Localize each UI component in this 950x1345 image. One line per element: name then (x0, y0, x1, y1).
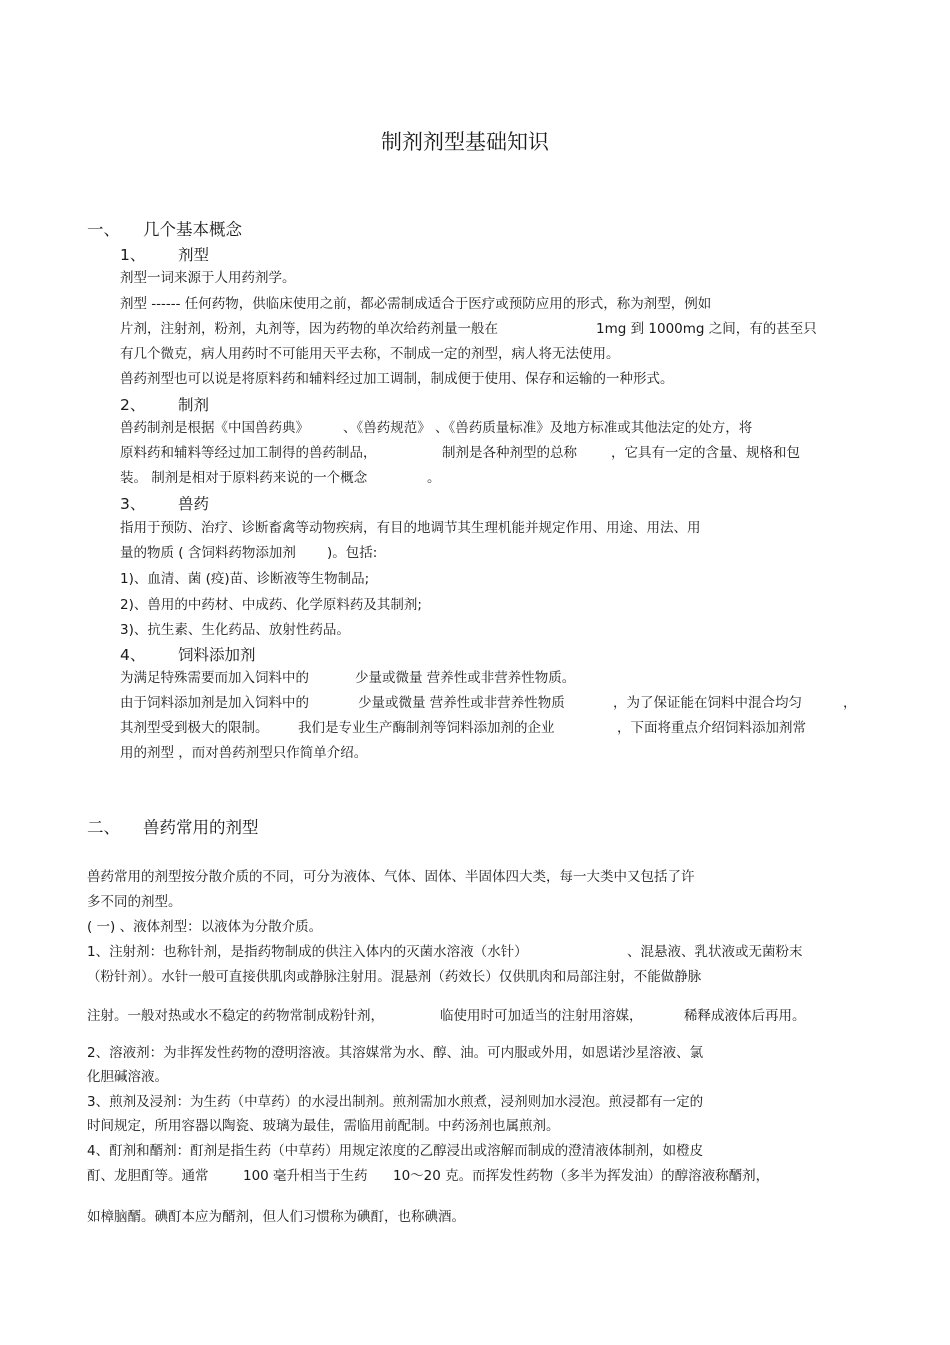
subsection-number: 3、 (120, 495, 146, 513)
paragraph-line: 1、注射剂：也称针剂，是指药物制成的供注入体内的灭菌水溶液（水针） (87, 944, 528, 960)
subsection-heading: 制剂 (178, 396, 210, 414)
paragraph-line: 用的剂型 ，而对兽药剂型只作简单介绍。 (120, 745, 368, 761)
paragraph-line: 酊、龙胆酊等。通常 (87, 1168, 209, 1184)
subsection-heading: 兽药 (178, 495, 210, 513)
paragraph-line: ， (843, 695, 857, 711)
paragraph-line: 其剂型受到极大的限制。 (120, 720, 269, 736)
paragraph-line: 指用于预防、治疗、诊断畜禽等动物疾病，有目的地调节其生理机能并规定作用、用途、用法、用 (120, 520, 701, 536)
subsection-number: 2、 (120, 396, 146, 414)
paragraph-line: 如樟脑醑。碘酊本应为醑剂，但人们习惯称为碘酊，也称碘酒。 (87, 1209, 465, 1225)
paragraph-line: 多不同的剂型。 (87, 894, 182, 910)
paragraph-line: 10～20 克。而挥发性药物（多半为挥发油）的醇溶液称醑剂， (393, 1168, 770, 1184)
list-item: 2)、兽用的中药材、中成药、化学原料药及其制剂; (120, 597, 422, 613)
paragraph-line: ，它具有一定的含量、规格和包 (611, 445, 800, 461)
paragraph-line: 剂型一词来源于人用药剂学。 (120, 270, 296, 286)
paragraph-line: 原料药和辅料等经过加工制得的兽药制品， (120, 445, 377, 461)
subsection-number: 4、 (120, 646, 146, 664)
subsection-number: 1、 (120, 246, 146, 264)
paragraph-line: 100 毫升相当于生药 (243, 1168, 368, 1184)
paragraph-line: 剂型 ------ 任何药物，供临床使用之前，都必需制成适合于医疗或预防应用的形式，称为剂型，例如 (120, 296, 712, 312)
paragraph-line: )。包括: (327, 545, 378, 561)
paragraph-line: 由于饲料添加剂是加入饲料中的 (120, 695, 309, 711)
category-heading: ( 一) 、液体剂型：以液体为分散介质。 (87, 919, 323, 935)
paragraph-line: 1mg 到 1000mg 之间，有的甚至只 (596, 321, 817, 337)
paragraph-line: （粉针剂）。水针一般可直接供肌肉或静脉注射用。混悬剂（药效长）仅供肌肉和局部注射，不能做静脉 (87, 969, 702, 985)
paragraph-line: ，为了保证能在饲料中混合均匀 (613, 695, 802, 711)
paragraph-line: 兽药剂型也可以说是将原料药和辅料经过加工调制，制成便于使用、保存和运输的一种形式。 (120, 371, 674, 387)
section-heading: 兽药常用的剂型 (143, 818, 259, 837)
paragraph-line: 临使用时可加适当的注射用溶媒， (440, 1008, 643, 1024)
document-title: 制剂剂型基础知识 (381, 130, 549, 154)
paragraph-line: 3、煎剂及浸剂：为生药（中草药）的水浸出制剂。煎剂需加水煎煮，浸剂则加水浸泡。煎浸都有一定的 (87, 1094, 704, 1110)
paragraph-line: 我们是专业生产酶制剂等饲料添加剂的企业 (298, 720, 555, 736)
paragraph-line: 装。 制剂是相对于原料药来说的一个概念 (120, 470, 368, 486)
paragraph-line: 兽药常用的剂型按分散介质的不同，可分为液体、气体、固体、半固体四大类，每一大类中又包括了许 (87, 869, 695, 885)
paragraph-line: 稀释成液体后再用。 (684, 1008, 806, 1024)
paragraph-line: 2、溶液剂：为非挥发性药物的澄明溶液。其溶媒常为水、醇、油。可内服或外用，如恩诺沙星溶液、氯 (87, 1045, 704, 1061)
paragraph-line: 制剂是各种剂型的总称 (442, 445, 577, 461)
list-item: 3)、抗生素、生化药品、放射性药品。 (120, 622, 350, 638)
section-heading: 几个基本概念 (143, 220, 242, 239)
paragraph-line: ，下面将重点介绍饲料添加剂常 (617, 720, 806, 736)
subsection-heading: 饲料添加剂 (178, 646, 256, 664)
paragraph-line: 少量或微量 营养性或非营养性物质 (358, 695, 565, 711)
section-number: 二、 (87, 818, 120, 837)
subsection-heading: 剂型 (178, 246, 210, 264)
paragraph-line: 时间规定，所用容器以陶瓷、玻璃为最佳，需临用前配制。中药汤剂也属煎剂。 (87, 1118, 560, 1134)
paragraph-line: 化胆碱溶液。 (87, 1069, 168, 1085)
paragraph-line: 量的物质 ( 含饲料药物添加剂 (120, 545, 296, 561)
paragraph-line: 片剂，注射剂，粉剂，丸剂等，因为药物的单次给药剂量一般在 (120, 321, 498, 337)
paragraph-line: 注射。一般对热或水不稳定的药物常制成粉针剂， (87, 1008, 384, 1024)
paragraph-line: 4、酊剂和醑剂：酊剂是指生药（中草药）用规定浓度的乙醇浸出或溶解而制成的澄清液体制剂，如橙皮 (87, 1143, 704, 1159)
paragraph-line: 、《兽药规范》 、《兽药质量标准》及地方标准或其他法定的处方，将 (343, 420, 753, 436)
paragraph-line: 少量或微量 营养性或非营养性物质。 (355, 670, 576, 686)
section-number: 一、 (87, 220, 120, 239)
paragraph-line: 。 (427, 470, 441, 486)
paragraph-line: 有几个微克，病人用药时不可能用天平去称，不制成一定的剂型，病人将无法使用。 (120, 346, 620, 362)
list-item: 1)、血清、菌 (疫)苗、诊断液等生物制品; (120, 571, 370, 587)
paragraph-line: 为满足特殊需要而加入饲料中的 (120, 670, 309, 686)
paragraph-line: 兽药制剂是根据《中国兽药典》 (120, 420, 309, 436)
paragraph-line: 、混悬液、乳状液或无菌粉末 (627, 944, 803, 960)
